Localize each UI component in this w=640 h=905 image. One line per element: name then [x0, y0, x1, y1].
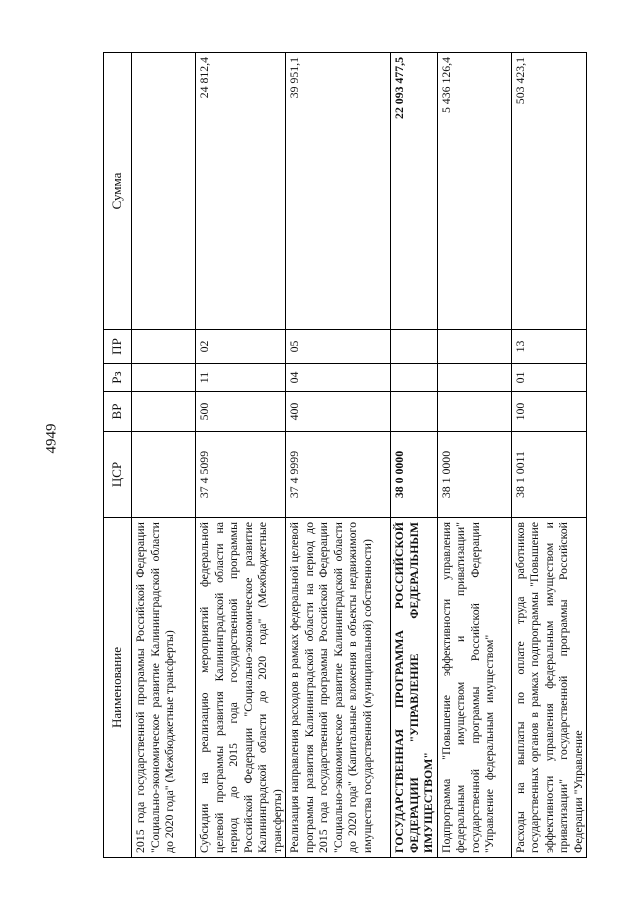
- row-sum: 503 423,1: [511, 53, 587, 330]
- row-pr: [132, 330, 196, 364]
- row-vr: 100: [511, 392, 587, 432]
- row-rz: 04: [286, 364, 391, 392]
- row-rz: [132, 364, 196, 392]
- row-name: Реализация направления расходов в рамках федеральной целевой программы развития Калининградской области на период до 2015 года государственной программы Российской Федерации "Социально-экономическое развитие Калининградской области до 2020 года" (Капитальные вложения в объекты недвижимого имущества государственной (муниципальной) собственности): [286, 518, 391, 858]
- table-row: [132, 53, 196, 858]
- row-vr: 400: [286, 392, 391, 432]
- row-pr: [437, 330, 511, 364]
- table-row: [511, 53, 587, 858]
- row-vr: [437, 392, 511, 432]
- row-vr: [132, 392, 196, 432]
- row-csr: 37 4 9999: [286, 432, 391, 518]
- page-number: 4949: [43, 423, 60, 454]
- row-name: Субсидии на реализацию мероприятий федеральной целевой программы развития Калининградской области на период до 2015 года государственной программы Российской Федерации "Социально-экономическое развитие Калининградской области до 2020 года" (Межбюджетные трансферты): [196, 518, 286, 858]
- row-csr: 38 1 0011: [511, 432, 587, 518]
- header-rz: Рз: [104, 364, 132, 392]
- row-name: Расходы на выплаты по оплате труда работников государственных органов в рамках подпрограммы "Повышение эффективности управления федеральным имуществом и приватизации" государственной программы Российской Федерации "Управление: [511, 518, 587, 858]
- row-name: ГОСУДАРСТВЕННАЯ ПРОГРАММА РОССИЙСКОЙ ФЕДЕРАЦИИ "УПРАВЛЕНИЕ ФЕДЕРАЛЬНЫМ ИМУЩЕСТВОМ": [391, 518, 438, 858]
- budget-table: [103, 52, 587, 858]
- row-pr: 02: [196, 330, 286, 364]
- row-csr: 37 4 5099: [196, 432, 286, 518]
- row-sum: 24 812,4: [196, 53, 286, 330]
- row-pr: 05: [286, 330, 391, 364]
- row-vr: 500: [196, 392, 286, 432]
- row-csr: [132, 432, 196, 518]
- header-sum: Сумма: [104, 53, 132, 330]
- header-csr: ЦСР: [104, 432, 132, 518]
- rotated-table-container: [103, 53, 640, 858]
- row-pr: 13: [511, 330, 587, 364]
- row-rz: 01: [511, 364, 587, 392]
- row-csr: 38 1 0000: [437, 432, 511, 518]
- table-header-row: [104, 53, 132, 858]
- row-vr: [391, 392, 438, 432]
- row-sum: [132, 53, 196, 330]
- row-sum: 5 436 126,4: [437, 53, 511, 330]
- row-rz: [437, 364, 511, 392]
- row-name: 2015 года государственной программы Российской Федерации "Социально-экономическое развитие Калининградской области до 2020 года" (Межбюджетные трансферты): [132, 518, 196, 858]
- table-row: [286, 53, 391, 858]
- header-name: Наименование: [104, 518, 132, 858]
- row-name: Подпрограмма "Повышение эффективности управления федеральным имуществом и приватизации" государственной программы Российской Федерации "Управление федеральным имуществом": [437, 518, 511, 858]
- table-row: [437, 53, 511, 858]
- row-rz: 11: [196, 364, 286, 392]
- row-sum: 22 093 477,5: [391, 53, 438, 330]
- table-row: [391, 53, 438, 858]
- header-vr: ВР: [104, 392, 132, 432]
- table-row: [196, 53, 286, 858]
- header-pr: ПР: [104, 330, 132, 364]
- row-sum: 39 951,1: [286, 53, 391, 330]
- row-rz: [391, 364, 438, 392]
- row-pr: [391, 330, 438, 364]
- row-csr: 38 0 0000: [391, 432, 438, 518]
